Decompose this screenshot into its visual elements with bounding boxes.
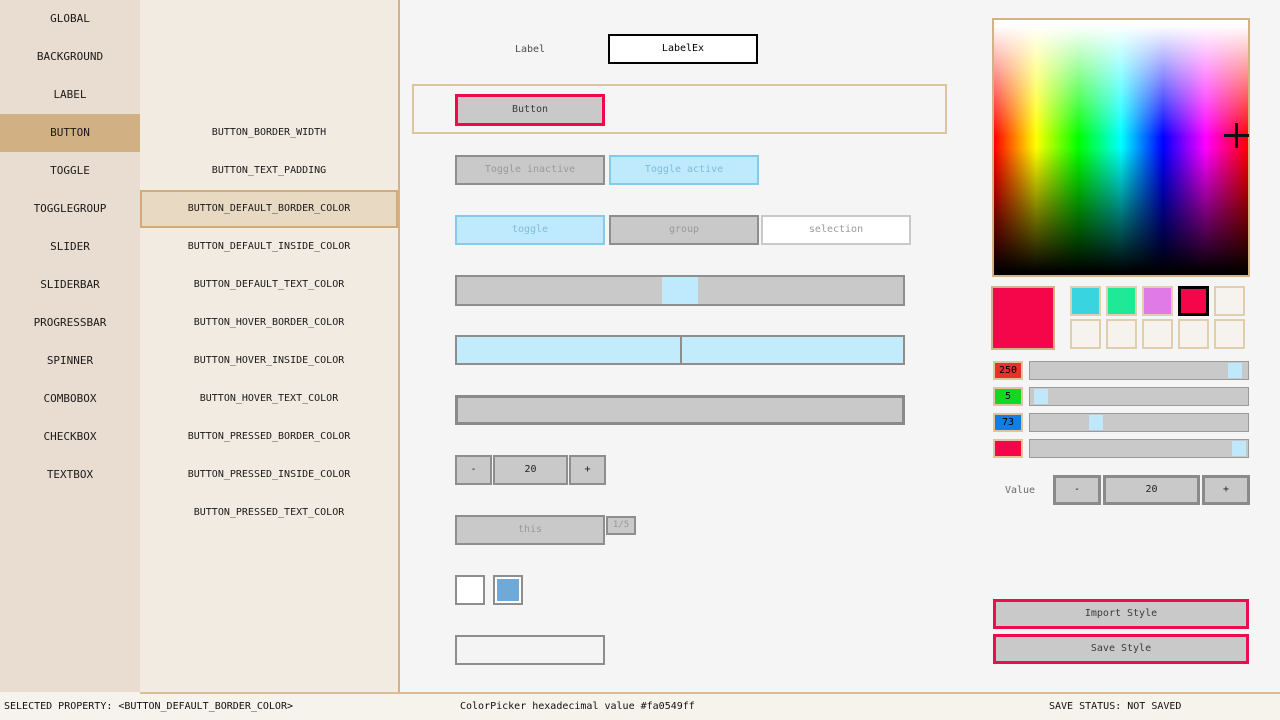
value-spinner-minus-button[interactable]: -	[1053, 475, 1101, 505]
preview-button[interactable]: Button	[455, 94, 605, 126]
value-label: Value	[1004, 485, 1036, 496]
color-picker-crosshair-icon	[1235, 123, 1238, 148]
preview-labelex: LabelEx	[608, 34, 758, 64]
alpha-channel-row	[993, 439, 1249, 458]
preview-togglegroup-selection[interactable]: selection	[761, 215, 911, 245]
sidebar-item-checkbox[interactable]: CHECKBOX	[43, 430, 97, 443]
alpha-channel-slider[interactable]	[1029, 439, 1249, 458]
sidebar-item-sliderbar[interactable]: SLIDERBAR	[40, 278, 100, 291]
preview-label-caption: Label	[514, 44, 546, 55]
sidebar-item-spinner[interactable]: SPINNER	[46, 354, 94, 367]
hex-value-status: ColorPicker hexadecimal value #fa0549ff	[460, 701, 695, 712]
prop-button-default-inside-color[interactable]: BUTTON_DEFAULT_INSIDE_COLOR	[187, 241, 351, 252]
selected-property-status: SELECTED PROPERTY: <BUTTON_DEFAULT_BORDER_COLOR>	[4, 701, 293, 712]
palette-swatch[interactable]	[1142, 319, 1173, 349]
blue-value-badge: 73	[993, 413, 1023, 432]
prop-button-default-border-color[interactable]: BUTTON_DEFAULT_BORDER_COLOR	[140, 190, 398, 228]
prop-button-default-text-color[interactable]: BUTTON_DEFAULT_TEXT_COLOR	[193, 279, 345, 290]
prop-button-pressed-text-color[interactable]: BUTTON_PRESSED_TEXT_COLOR	[193, 507, 345, 518]
preview-combobox[interactable]: this	[455, 515, 605, 545]
save-status: SAVE STATUS: NOT SAVED	[1049, 701, 1182, 712]
preview-toggle-active[interactable]: Toggle active	[609, 155, 759, 185]
value-spinner-value: 20	[1103, 475, 1200, 505]
preview-spinner-plus-button[interactable]: +	[569, 455, 606, 485]
preview-sliderbar[interactable]	[455, 335, 905, 365]
sidebar-item-combobox[interactable]: COMBOBOX	[43, 392, 97, 405]
sidebar-item-background[interactable]: BACKGROUND	[36, 50, 104, 63]
red-slider-handle[interactable]	[1228, 363, 1242, 378]
sidebar-item-toggle[interactable]: TOGGLE	[50, 164, 90, 177]
preview-togglegroup-group[interactable]: group	[609, 215, 759, 245]
prop-button-hover-inside-color[interactable]: BUTTON_HOVER_INSIDE_COLOR	[193, 355, 345, 366]
prop-button-hover-text-color[interactable]: BUTTON_HOVER_TEXT_COLOR	[199, 393, 339, 404]
category-sidebar	[0, 0, 140, 692]
sidebar-item-slider[interactable]: SLIDER	[50, 240, 90, 253]
palette-swatch[interactable]	[1142, 286, 1173, 316]
save-style-button[interactable]: Save Style	[993, 634, 1249, 664]
property-list	[140, 0, 400, 692]
slider-handle[interactable]	[662, 277, 698, 304]
palette-swatch[interactable]	[1178, 286, 1209, 316]
preview-spinner-minus-button[interactable]: -	[455, 455, 492, 485]
prop-button-pressed-inside-color[interactable]: BUTTON_PRESSED_INSIDE_COLOR	[187, 469, 351, 480]
sidebar-item-togglegroup[interactable]: TOGGLEGROUP	[33, 202, 107, 215]
alpha-color-badge	[993, 439, 1023, 458]
status-bar-divider	[140, 692, 1280, 694]
checkbox-check-mark	[497, 579, 519, 601]
palette-swatch[interactable]	[1178, 319, 1209, 349]
preview-textbox[interactable]	[455, 635, 605, 665]
blue-channel-row	[993, 413, 1249, 432]
red-channel-slider[interactable]	[1029, 361, 1249, 380]
preview-spinner-value: 20	[493, 455, 568, 485]
sidebar-item-progressbar[interactable]: PROGRESSBAR	[33, 316, 107, 329]
prop-button-border-width[interactable]: BUTTON_BORDER_WIDTH	[211, 127, 327, 138]
sidebar-item-label[interactable]: LABEL	[53, 88, 87, 101]
sliderbar-divider	[680, 337, 682, 363]
prop-button-hover-border-color[interactable]: BUTTON_HOVER_BORDER_COLOR	[193, 317, 345, 328]
preview-slider[interactable]	[455, 275, 905, 306]
prop-button-pressed-border-color[interactable]: BUTTON_PRESSED_BORDER_COLOR	[187, 431, 351, 442]
palette-swatch[interactable]	[1106, 286, 1137, 316]
palette-swatch[interactable]	[1070, 319, 1101, 349]
sidebar-item-global[interactable]: GLOBAL	[50, 12, 90, 25]
preview-combobox-page-indicator[interactable]: 1/5	[606, 516, 636, 535]
value-spinner-plus-button[interactable]: +	[1202, 475, 1250, 505]
blue-slider-handle[interactable]	[1089, 415, 1103, 430]
preview-togglegroup-toggle[interactable]: toggle	[455, 215, 605, 245]
current-color-swatch	[991, 286, 1055, 350]
palette-swatch[interactable]	[1214, 319, 1245, 349]
green-value-badge: 5	[993, 387, 1023, 406]
sidebar-item-button[interactable]: BUTTON	[0, 114, 140, 152]
palette-swatch[interactable]	[1214, 286, 1245, 316]
green-channel-slider[interactable]	[1029, 387, 1249, 406]
preview-progressbar	[455, 395, 905, 425]
green-channel-row	[993, 387, 1249, 406]
preview-checkbox-checked[interactable]	[493, 575, 523, 605]
palette-swatch[interactable]	[1106, 319, 1137, 349]
sidebar-item-textbox[interactable]: TEXTBOX	[46, 468, 94, 481]
blue-channel-slider[interactable]	[1029, 413, 1249, 432]
status-bar	[0, 692, 1280, 720]
red-value-badge: 250	[993, 361, 1023, 380]
palette-swatch[interactable]	[1070, 286, 1101, 316]
red-channel-row	[993, 361, 1249, 380]
import-style-button[interactable]: Import Style	[993, 599, 1249, 629]
preview-toggle-inactive[interactable]: Toggle inactive	[455, 155, 605, 185]
color-picker-gradient[interactable]	[992, 18, 1250, 277]
prop-button-text-padding[interactable]: BUTTON_TEXT_PADDING	[211, 165, 327, 176]
green-slider-handle[interactable]	[1034, 389, 1048, 404]
alpha-slider-handle[interactable]	[1232, 441, 1246, 456]
preview-checkbox-unchecked[interactable]	[455, 575, 485, 605]
